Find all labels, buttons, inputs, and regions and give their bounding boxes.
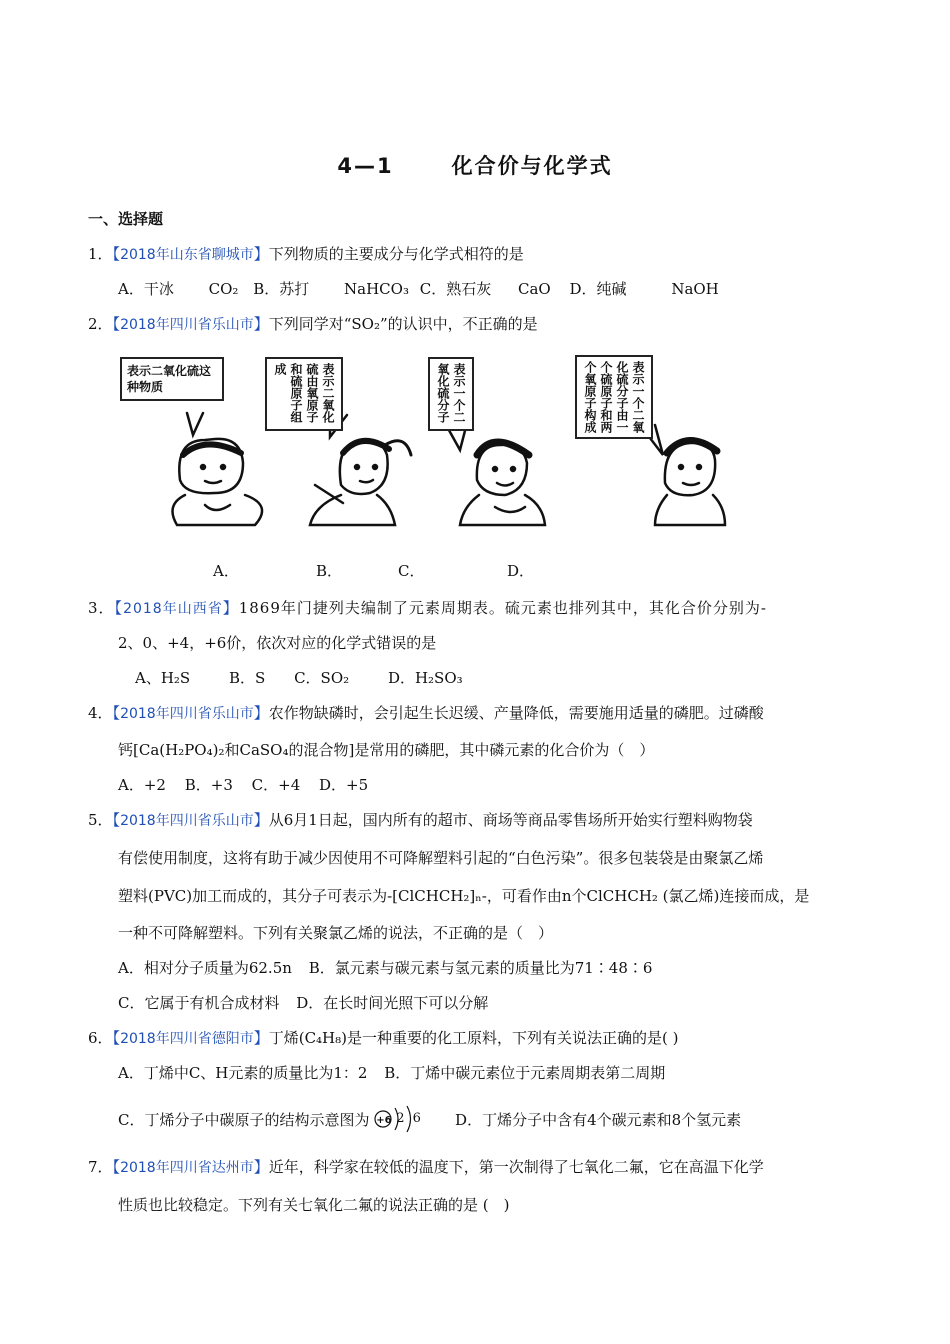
question-5-stem: 5．【2018年四川省乐山市】从6月1日起，国内所有的超市、商场等商品零售场所开始实行塑料购物袋 — [88, 811, 753, 829]
title-number: 4—1 — [337, 154, 394, 178]
option-d: D．在长时间光照下可以分解 — [296, 994, 489, 1012]
question-6-stem: 6．【2018年四川省德阳市】丁烯(C₄H₈)是一种重要的化工原料，下列有关说法正确的是( ) — [88, 1029, 679, 1047]
question-4-stem: 4．【2018年四川省乐山市】农作物缺磷时，会引起生长迟缓、产量降低，需要施用适量的磷肥。过磷酸 — [88, 704, 764, 722]
question-text: 丁烯(C₄H₈)是一种重要的化工原料，下列有关说法正确的是( ) — [268, 1029, 679, 1047]
option-b: B．苏打 — [253, 280, 310, 298]
question-text: 农作物缺磷时，会引起生长迟缓、产量降低，需要施用适量的磷肥。过磷酸 — [268, 704, 764, 722]
atom-shells-label: 2 6 — [396, 1111, 423, 1126]
option-b: B．+3 — [184, 776, 233, 794]
option-a: A、H₂S — [135, 669, 191, 687]
question-number: 1． — [88, 245, 113, 263]
question-text: 近年，科学家在较低的温度下，第一次制得了七氧化二氟，它在高温下化学 — [268, 1158, 764, 1176]
question-text: 从6月1日起，国内所有的超市、商场等商品零售场所开始实行塑料购物袋 — [268, 811, 753, 829]
option-d: D．+5 — [319, 776, 369, 794]
option-d: D．纯碱 — [569, 280, 627, 298]
question-source: 2018年四川省德阳市 — [120, 1031, 254, 1047]
label-b: B． — [316, 562, 343, 580]
option-d-formula: NaOH — [671, 280, 719, 298]
option-c-formula: CaO — [518, 280, 551, 298]
option-c: C．+4 — [251, 776, 301, 794]
question-source: 2018年山东省聊城市 — [120, 247, 254, 263]
question-3-stem: 3．【2018年山西省】1869年门捷列夫编制了元素周期表。硫元素也排列其中，其化合价分别为- — [88, 599, 767, 617]
option-a: A．相对分子质量为62.5n — [118, 959, 292, 977]
speech-bubble-d: 表示一个二氧化硫分子由一个硫原子和两个氧原子构成 — [575, 355, 653, 439]
option-d: D．丁烯分子中含有4个碳元素和8个氢元素 — [455, 1111, 742, 1129]
option-a: A．+2 — [118, 776, 166, 794]
question-source: 2018年四川省达州市 — [120, 1160, 254, 1176]
option-c: C．熟石灰 — [419, 280, 492, 298]
question-5-options-row2 — [118, 993, 488, 1013]
question-3-stem-cont: 2、0、+4，+6价，依次对应的化学式错误的是 — [118, 634, 437, 652]
question-number: 7． — [88, 1158, 113, 1176]
question-6-options-row2 — [118, 1110, 741, 1131]
option-b: B．S — [228, 669, 266, 687]
title-text: 化合价与化学式 — [451, 154, 613, 178]
question-7-stem-cont: 性质也比较稳定。下列有关七氧化二氟的说法正确的是 ( ) — [118, 1196, 510, 1214]
question-4-stem-cont: 钙[Ca(H₂PO₄)₂和CaSO₄的混合物]是常用的磷肥，其中磷元素的化合价为（ ） — [118, 741, 655, 759]
atom-nucleus-label: +6 — [376, 1115, 392, 1126]
so2-illustration — [115, 345, 765, 535]
question-number: 4． — [88, 704, 113, 722]
question-source: 2018年四川省乐山市 — [120, 706, 254, 722]
option-a: A．干冰 — [118, 280, 174, 298]
question-text: 下列同学对“SO₂”的认识中，不正确的是 — [268, 315, 538, 333]
question-7-stem: 7．【2018年四川省达州市】近年，科学家在较低的温度下，第一次制得了七氧化二氟，它在高温下化学 — [88, 1158, 764, 1176]
question-3-options — [135, 668, 463, 688]
question-source: 2018年四川省乐山市 — [120, 317, 254, 333]
question-number: 2． — [88, 315, 113, 333]
question-number: 6． — [88, 1029, 113, 1047]
page-title — [0, 150, 950, 180]
option-c: C．它属于有机合成材料 — [118, 994, 280, 1012]
option-b-formula: NaHCO₃ — [344, 280, 409, 298]
question-5-stem-4: 一种不可降解塑料。下列有关聚氯乙烯的说法，不正确的是（ ） — [118, 924, 554, 942]
question-source: 2018年四川省乐山市 — [120, 813, 254, 829]
question-text: 1869年门捷列夫编制了元素周期表。硫元素也排列其中，其化合价分别为- — [238, 599, 767, 617]
question-2-stem: 2．【2018年四川省乐山市】下列同学对“SO₂”的认识中，不正确的是 — [88, 315, 538, 333]
question-5-stem-2: 有偿使用制度，这将有助于减少因使用不可降解塑料引起的“白色污染”。很多包装袋是由聚氯乙烯 — [118, 849, 764, 867]
question-5-options-row1 — [118, 958, 652, 978]
question-source: 2018年山西省 — [123, 601, 223, 617]
option-a: A．丁烯中C、H元素的质量比为1：2 — [118, 1064, 368, 1082]
question-4-options — [118, 775, 368, 795]
option-d: D．H₂SO₃ — [387, 669, 463, 687]
option-c: C．SO₂ — [294, 669, 350, 687]
question-1-stem: 1．【2018年山东省聊城市】下列物质的主要成分与化学式相符的是 — [88, 245, 524, 263]
speech-bubble-a: 表示二氧化硫这种物质 — [120, 357, 224, 401]
speech-bubble-c: 表示一个二氧化硫分子 — [428, 357, 474, 431]
option-c: C．丁烯分子中碳原子的结构示意图为 — [118, 1111, 370, 1129]
option-b: B．氯元素与碳元素与氢元素的质量比为71∶48∶6 — [308, 959, 653, 977]
carbon-atom-diagram — [374, 1111, 426, 1131]
option-a-formula: CO₂ — [208, 280, 239, 298]
speech-bubble-b: 表示二氧化硫由氧原子和硫原子组成 — [265, 357, 343, 431]
label-c: C． — [398, 562, 425, 580]
question-6-options-row1 — [118, 1063, 665, 1083]
question-text: 下列物质的主要成分与化学式相符的是 — [268, 245, 524, 263]
question-5-stem-3: 塑料(PVC)加工而成的，其分子可表示为-[ClCHCH₂]ₙ-，可看作由n个ClCHCH₂ (氯乙烯)连接而成，是 — [118, 887, 810, 905]
label-d: D． — [507, 562, 535, 580]
question-number: 3． — [88, 599, 115, 617]
option-b: B．丁烯中碳元素位于元素周期表第二周期 — [384, 1064, 666, 1082]
question-number: 5． — [88, 811, 113, 829]
question-1-options — [118, 279, 719, 299]
section-heading: 一、选择题 — [88, 210, 164, 228]
label-a: A． — [213, 562, 239, 580]
